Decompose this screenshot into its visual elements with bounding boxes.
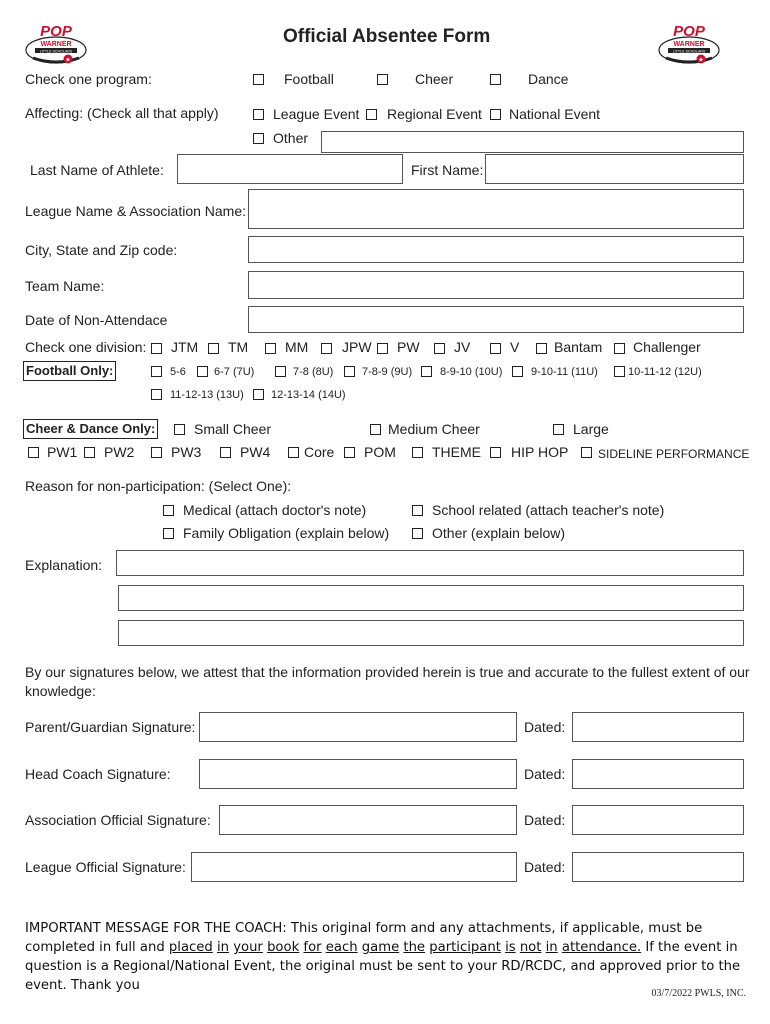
sideline-performance-checkbox[interactable]	[581, 447, 592, 458]
svg-text:LITTLE SCHOLARS: LITTLE SCHOLARS	[672, 49, 706, 54]
other-event-field[interactable]	[321, 131, 744, 153]
coach-message	[25, 919, 745, 995]
association-signature-label: Association Official Signature:	[25, 812, 211, 828]
message-underline-attendance: attendance.	[561, 940, 642, 955]
age-13u-checkbox[interactable]	[151, 389, 162, 400]
medium-cheer-label: Medium Cheer	[388, 421, 480, 437]
cheer-label: Cheer	[415, 71, 454, 87]
theme-checkbox[interactable]	[412, 447, 423, 458]
league-name-field[interactable]	[248, 189, 744, 229]
last-name-label: Last Name of Athlete:	[30, 162, 164, 178]
age-5-6-label: 5-6	[170, 366, 186, 378]
pw3-label: PW3	[171, 444, 202, 460]
message-underline-participant: participant	[429, 940, 501, 955]
message-underline-for: for	[303, 940, 322, 955]
mm-label: MM	[285, 339, 309, 355]
regional-event-checkbox[interactable]	[366, 109, 377, 120]
league-event-label: League Event	[273, 106, 360, 122]
league-signature-field[interactable]	[191, 852, 517, 882]
affecting-label: Affecting: (Check all that apply)	[25, 105, 219, 121]
explanation-line-1[interactable]	[116, 550, 744, 576]
cheer-dance-only-label: Cheer & Dance Only:	[23, 419, 158, 439]
division-label: Check one division:	[25, 339, 147, 355]
city-label: City, State and Zip code:	[25, 242, 178, 258]
age-12u-label: 10-11-12 (12U)	[628, 366, 702, 378]
jtm-checkbox[interactable]	[151, 343, 162, 354]
reason-label: Reason for non-participation: (Select One):	[25, 478, 292, 494]
core-checkbox[interactable]	[288, 447, 299, 458]
svg-text:LITTLE SCHOLARS: LITTLE SCHOLARS	[39, 49, 73, 54]
form-title: Official Absentee Form	[283, 26, 491, 47]
parent-dated-label: Dated:	[524, 719, 566, 735]
other-reason-checkbox[interactable]	[412, 528, 423, 539]
school-checkbox[interactable]	[412, 505, 423, 516]
footer-revision: 03/7/2022 PWLS, INC.	[651, 988, 746, 999]
svg-text:WARNER: WARNER	[673, 41, 705, 48]
challenger-label: Challenger	[633, 339, 701, 355]
age-9u-label: 7-8-9 (9U)	[362, 366, 413, 378]
pw4-checkbox[interactable]	[220, 447, 231, 458]
bantam-checkbox[interactable]	[536, 343, 547, 354]
age-11u-checkbox[interactable]	[512, 366, 523, 377]
age-7u-label: 6-7 (7U)	[214, 366, 255, 378]
pw2-checkbox[interactable]	[84, 447, 95, 458]
other-reason-label: Other (explain below)	[432, 525, 566, 541]
explanation-line-3[interactable]	[118, 620, 744, 646]
age-12u-checkbox[interactable]	[614, 366, 625, 377]
message-underline-book: book	[267, 940, 300, 955]
first-name-field[interactable]	[485, 154, 744, 184]
pom-label: POM	[364, 444, 396, 460]
dance-label: Dance	[528, 71, 569, 87]
association-signature-field[interactable]	[219, 805, 517, 835]
pw-checkbox[interactable]	[377, 343, 388, 354]
sideline-performance-label: SIDELINE PERFORMANCE	[598, 447, 750, 461]
jpw-checkbox[interactable]	[321, 343, 332, 354]
medium-cheer-checkbox[interactable]	[370, 424, 381, 435]
pop-warner-logo-right	[658, 22, 720, 73]
v-checkbox[interactable]	[490, 343, 501, 354]
pw1-checkbox[interactable]	[28, 447, 39, 458]
message-underline-your: your	[233, 940, 263, 955]
small-cheer-checkbox[interactable]	[174, 424, 185, 435]
age-14u-checkbox[interactable]	[253, 389, 264, 400]
pw3-checkbox[interactable]	[151, 447, 162, 458]
jpw-label: JPW	[342, 339, 372, 355]
league-event-checkbox[interactable]	[253, 109, 264, 120]
other-event-checkbox[interactable]	[253, 133, 264, 144]
league-signature-label: League Official Signature:	[25, 859, 186, 875]
core-label: Core	[304, 444, 335, 460]
parent-signature-field[interactable]	[199, 712, 517, 742]
date-field[interactable]	[248, 306, 744, 333]
svg-text:★: ★	[65, 57, 71, 64]
coach-signature-label: Head Coach Signature:	[25, 766, 171, 782]
tm-label: TM	[228, 339, 249, 355]
message-underline-not: not	[519, 940, 542, 955]
tm-checkbox[interactable]	[208, 343, 219, 354]
challenger-checkbox[interactable]	[614, 343, 625, 354]
pw-label: PW	[397, 339, 420, 355]
pw1-label: PW1	[47, 444, 78, 460]
theme-label: THEME	[432, 444, 481, 460]
large-checkbox[interactable]	[553, 424, 564, 435]
message-underline-is: is	[505, 940, 516, 955]
large-label: Large	[573, 421, 609, 437]
association-dated-label: Dated:	[524, 812, 566, 828]
program-label: Check one program:	[25, 71, 152, 87]
cheer-checkbox[interactable]	[377, 74, 388, 85]
league-name-label: League Name & Association Name:	[25, 203, 247, 219]
age-11u-label: 9-10-11 (11U)	[531, 366, 598, 378]
message-underline-game: game	[361, 940, 400, 955]
team-name-field[interactable]	[248, 271, 744, 299]
last-name-field[interactable]	[177, 154, 403, 184]
medical-checkbox[interactable]	[163, 505, 174, 516]
coach-signature-field[interactable]	[199, 759, 517, 789]
first-name-label: First Name:	[411, 162, 484, 178]
bantam-label: Bantam	[554, 339, 603, 355]
medical-label: Medical (attach doctor's note)	[183, 502, 367, 518]
explanation-label: Explanation:	[25, 557, 103, 573]
age-9u-checkbox[interactable]	[344, 366, 355, 377]
hip-hop-checkbox[interactable]	[490, 447, 501, 458]
pop-warner-logo-left	[25, 22, 87, 73]
parent-signature-label: Parent/Guardian Signature:	[25, 719, 196, 735]
message-part-1: IMPORTANT MESSAGE FOR THE COACH: This original form and any attachments, if applicable, must be completed in full and	[25, 921, 703, 955]
message-underline-placed: placed	[168, 940, 213, 955]
association-dated-field[interactable]	[572, 805, 744, 835]
team-name-label: Team Name:	[25, 278, 105, 294]
league-dated-label: Dated:	[524, 859, 566, 875]
message-underline-the: the	[403, 940, 426, 955]
family-label: Family Obligation (explain below)	[183, 525, 390, 541]
age-8u-label: 7-8 (8U)	[293, 366, 334, 378]
jv-label: JV	[454, 339, 471, 355]
small-cheer-label: Small Cheer	[194, 421, 272, 437]
national-event-checkbox[interactable]	[490, 109, 501, 120]
football-only-label: Football Only:	[23, 361, 116, 381]
age-14u-label: 12-13-14 (14U)	[271, 389, 346, 401]
age-7u-checkbox[interactable]	[197, 366, 208, 377]
football-label: Football	[284, 71, 334, 87]
svg-text:★: ★	[698, 57, 704, 64]
age-10u-checkbox[interactable]	[421, 366, 432, 377]
hip-hop-label: HIP HOP	[511, 444, 569, 460]
age-13u-label: 11-12-13 (13U)	[170, 389, 244, 401]
age-8u-checkbox[interactable]	[275, 366, 286, 377]
coach-dated-label: Dated:	[524, 766, 566, 782]
coach-dated-field[interactable]	[572, 759, 744, 789]
v-label: V	[510, 339, 520, 355]
parent-dated-field[interactable]	[572, 712, 744, 742]
message-underline-in: in	[216, 940, 229, 955]
jtm-label: JTM	[171, 339, 199, 355]
family-checkbox[interactable]	[163, 528, 174, 539]
message-underline-in-2: in	[545, 940, 558, 955]
svg-text:POP: POP	[40, 23, 72, 40]
mm-checkbox[interactable]	[265, 343, 276, 354]
league-dated-field[interactable]	[572, 852, 744, 882]
age-10u-label: 8-9-10 (10U)	[440, 366, 503, 378]
regional-event-label: Regional Event	[387, 106, 482, 122]
city-field[interactable]	[248, 236, 744, 263]
date-label: Date of Non-Attendace	[25, 312, 168, 328]
message-underline-each: each	[325, 940, 358, 955]
national-event-label: National Event	[509, 106, 601, 122]
message-part-2: If the event in question is a Regional/National Event, the original must be sent to your RD/RCDC, and approved prior to the event. Thank you	[25, 940, 741, 993]
football-checkbox[interactable]	[253, 74, 264, 85]
attestation-text: By our signatures below, we attest that the information provided herein is true and accurate to the fullest extent of our knowledge:	[25, 664, 750, 699]
svg-text:POP: POP	[673, 23, 705, 40]
svg-text:WARNER: WARNER	[40, 41, 72, 48]
jv-checkbox[interactable]	[434, 343, 445, 354]
pw2-label: PW2	[104, 444, 135, 460]
pom-checkbox[interactable]	[344, 447, 355, 458]
explanation-line-2[interactable]	[118, 585, 744, 611]
school-label: School related (attach teacher's note)	[432, 502, 665, 518]
pw4-label: PW4	[240, 444, 271, 460]
other-event-label: Other	[273, 130, 309, 146]
age-5-6-checkbox[interactable]	[151, 366, 162, 377]
dance-checkbox[interactable]	[490, 74, 501, 85]
